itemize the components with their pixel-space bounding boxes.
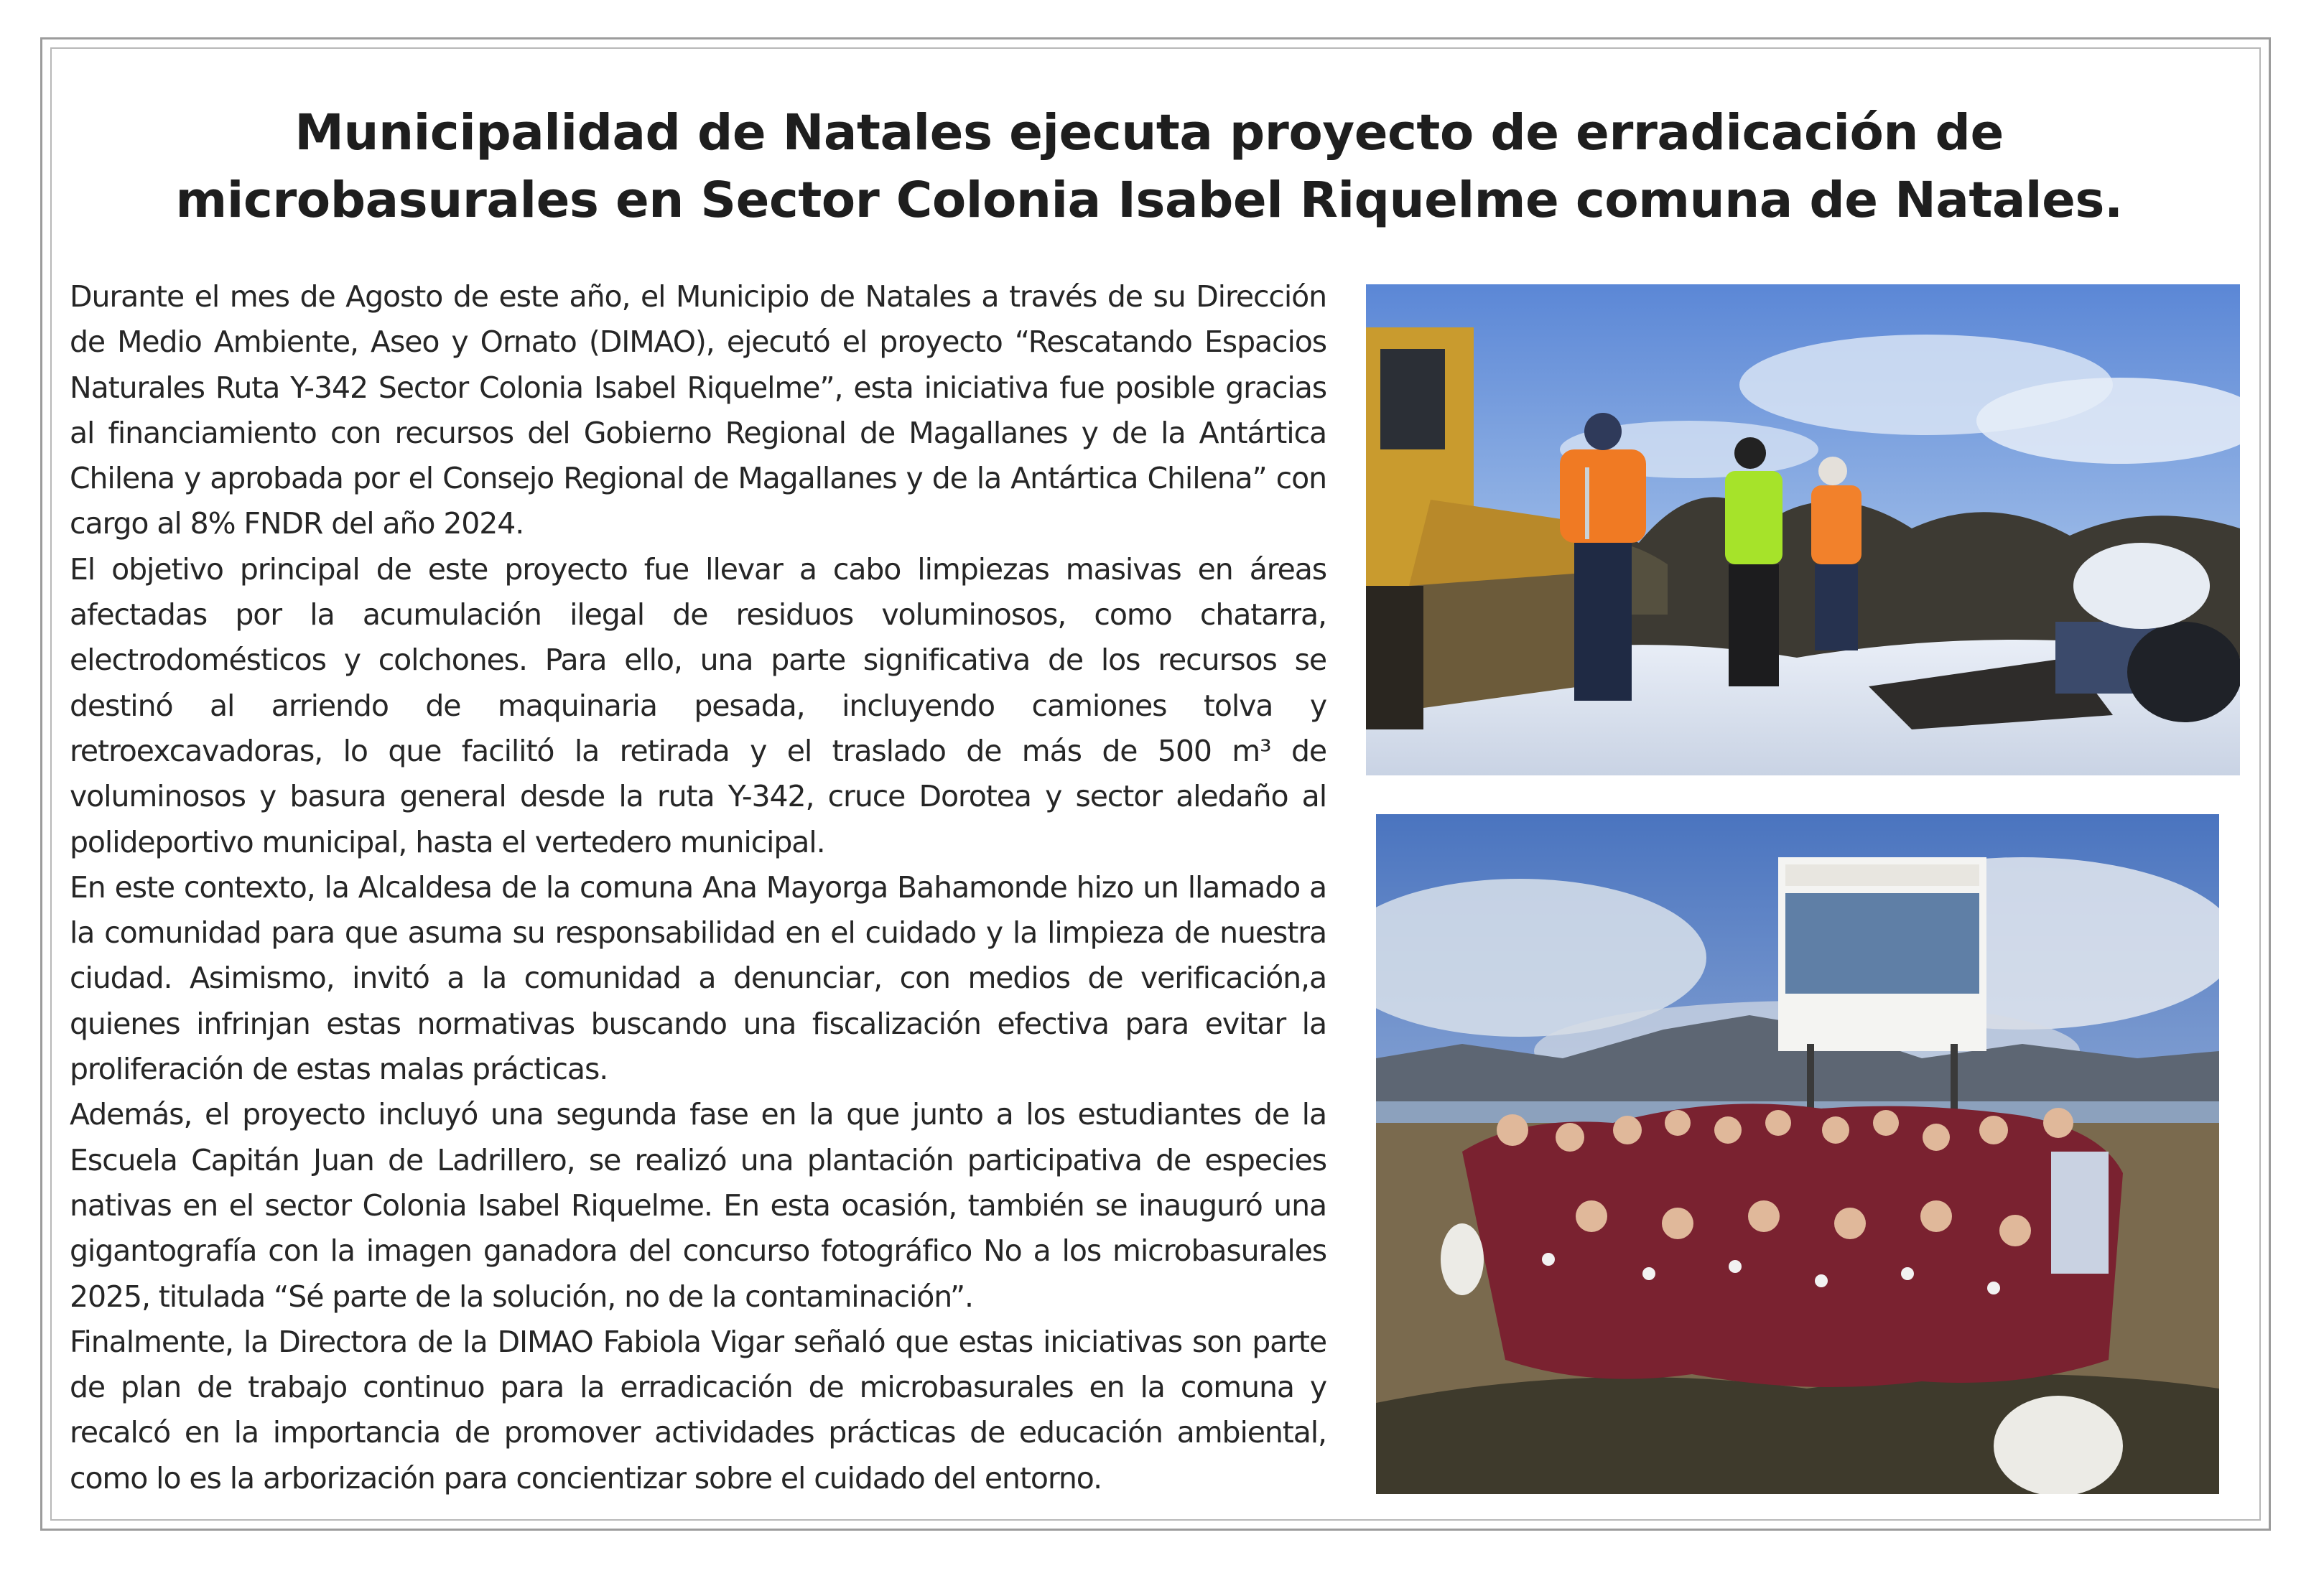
article-title: Municipalidad de Natales ejecuta proyecto de erradicación de microbasurales en Sector Colonia Isabel Riquelme comuna de Natales. xyxy=(175,104,2123,229)
photo-students-group xyxy=(1376,814,2219,1494)
paragraph-conclusion: Finalmente, la Directora de la DIMAO Fabiola Vigar señaló que estas iniciativas son parte de plan de trabajo continuo para la erradicación de microbasurales en la comuna y recalcó en la importancia de promover actividades prácticas de educación ambiental, como lo es la arborización para concientizar sobre el cuidado del entorno. xyxy=(70,1324,1326,1496)
photo-cleanup-crew xyxy=(1366,284,2240,775)
paragraph-mayor-call: En este contexto, la Alcaldesa de la comuna Ana Mayorga Bahamonde hizo un llamado a la comunidad para que asuma su responsabilidad en el cuidado y la limpieza de nuestra ciudad. Asimismo, invitó a la comunidad a denunciar, con medios de verificación,a quienes infrinjan estas normativas buscando una fiscalización efectiva para evitar la proliferación de estas malas prácticas. xyxy=(70,869,1326,1087)
article-body xyxy=(70,274,1326,1501)
photo-students-group-image xyxy=(1376,814,2219,1494)
photo-cleanup-crew-image xyxy=(1366,284,2240,775)
paragraph-objective: El objetivo principal de este proyecto fue llevar a cabo limpiezas masivas en áreas afectadas por la acumulación ilegal de residuos voluminosos, como chatarra, electrodomésticos y colchones. Para ello, una parte significativa de los recursos se destinó al arriendo de maquinaria pesada, incluyendo camiones tolva y retroexcavadoras, lo que facilitó la retirada y el traslado de más de 500 m³ de voluminosos y basura general desde la ruta Y-342, cruce Dorotea y sector aledaño al polideportivo municipal, hasta el vertedero municipal. xyxy=(70,551,1326,859)
paragraph-intro: Durante el mes de Agosto de este año, el Municipio de Natales a través de su Dirección de Medio Ambiente, Aseo y Ornato (DIMAO), ejecutó el proyecto “Rescatando Espacios Naturales Ruta Y-342 Sector Colonia Isabel Riquelme”, esta iniciativa fue posible gracias al financiamiento con recursos del Gobierno Regional de Magallanes y de la Antártica Chilena y aprobada por el Consejo Regional de Magallanes y de la Antártica Chilena” con cargo al 8% FNDR del año 2024. xyxy=(70,279,1326,541)
paragraph-second-phase: Además, el proyecto incluyó una segunda fase en la que junto a los estudiantes de la Escuela Capitán Juan de Ladrillero, se realizó una plantación participativa de especies nativas en el sector Colonia Isabel Riquelme. En esta ocasión, también se inauguró una gigantografía con la imagen ganadora del concurso fotográfico No a los microbasurales 2025, titulada “Sé parte de la solución, no de la contaminación”. xyxy=(70,1097,1326,1314)
